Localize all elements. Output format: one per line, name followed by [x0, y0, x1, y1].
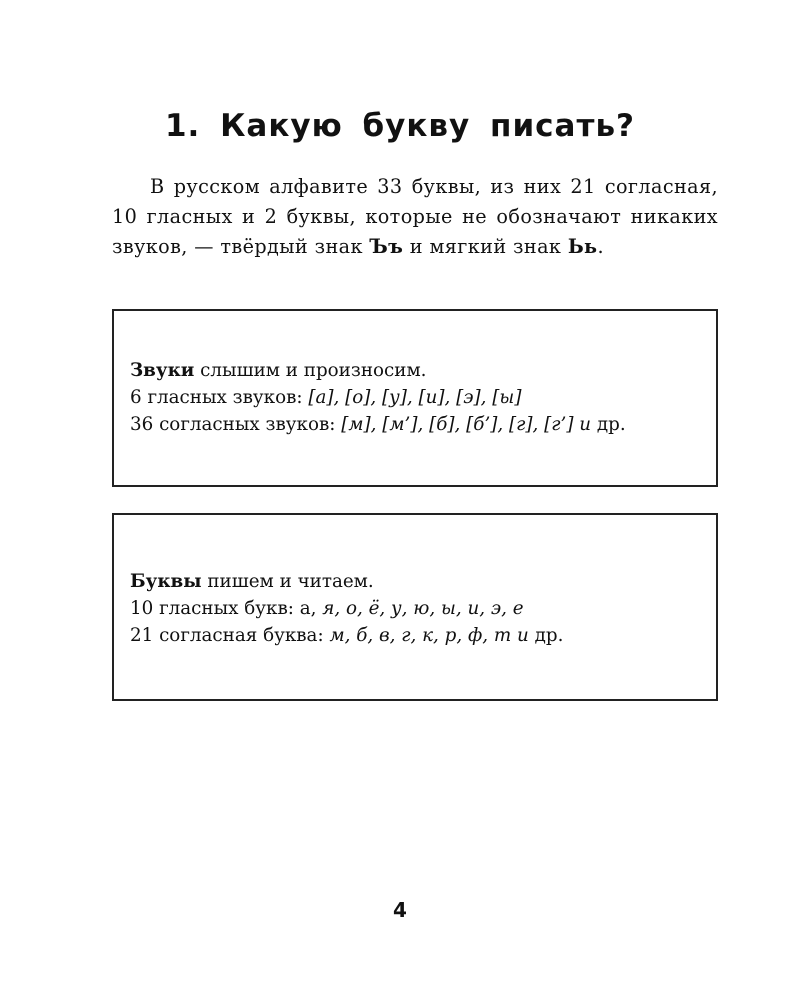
soft-sign: Ьь	[567, 235, 598, 258]
intro-text-2: и мягкий знак	[403, 235, 568, 258]
sounds-heading-line	[130, 357, 704, 384]
consonant-letters-tail: др.	[528, 625, 564, 646]
sounds-box	[112, 309, 718, 487]
letters-box	[112, 513, 718, 701]
letters-heading-line	[130, 568, 704, 595]
vowel-letters-label: 10 гласных букв: а,	[130, 598, 323, 619]
chapter-title: 1. Какую букву писать?	[164, 108, 636, 144]
hard-sign: Ъъ	[369, 235, 404, 258]
vowel-sounds-line	[130, 384, 704, 411]
vowel-sounds-label: 6 гласных звуков:	[130, 387, 309, 408]
letters-heading-rest: пишем и читаем.	[201, 571, 374, 592]
consonant-letters-label: 21 согласная буква:	[130, 625, 330, 646]
intro-paragraph	[112, 172, 718, 262]
vowel-letters-list: я, о, ё, у, ю, ы, и, э, е	[322, 598, 524, 619]
intro-text-3: .	[597, 235, 604, 258]
vowel-sounds-list: [а], [о], [у], [и], [э], [ы]	[308, 387, 522, 408]
page-number: 4	[393, 898, 407, 922]
consonant-letters-line	[130, 622, 704, 649]
consonant-sounds-list: [м], [м’], [б], [б’], [г], [г’] и	[341, 414, 592, 435]
consonant-sounds-tail: др.	[591, 414, 626, 435]
consonant-sounds-label: 36 согласных звуков:	[130, 414, 342, 435]
sounds-heading-bold: Звуки	[130, 360, 195, 381]
intro-text-1: В русском алфавите 33 буквы, из них 21 согласная, 10 гласных и 2 буквы, которые не обозначают никаких звуков, — твёрдый знак	[112, 175, 718, 258]
consonant-sounds-line	[130, 411, 704, 438]
sounds-box-content	[130, 357, 704, 438]
letters-heading-bold: Буквы	[130, 571, 202, 592]
consonant-letters-list: м, б, в, г, к, р, ф, т и	[329, 625, 529, 646]
vowel-letters-line	[130, 595, 704, 622]
letters-box-content	[130, 568, 704, 649]
sounds-heading-rest: слышим и произносим.	[194, 360, 427, 381]
